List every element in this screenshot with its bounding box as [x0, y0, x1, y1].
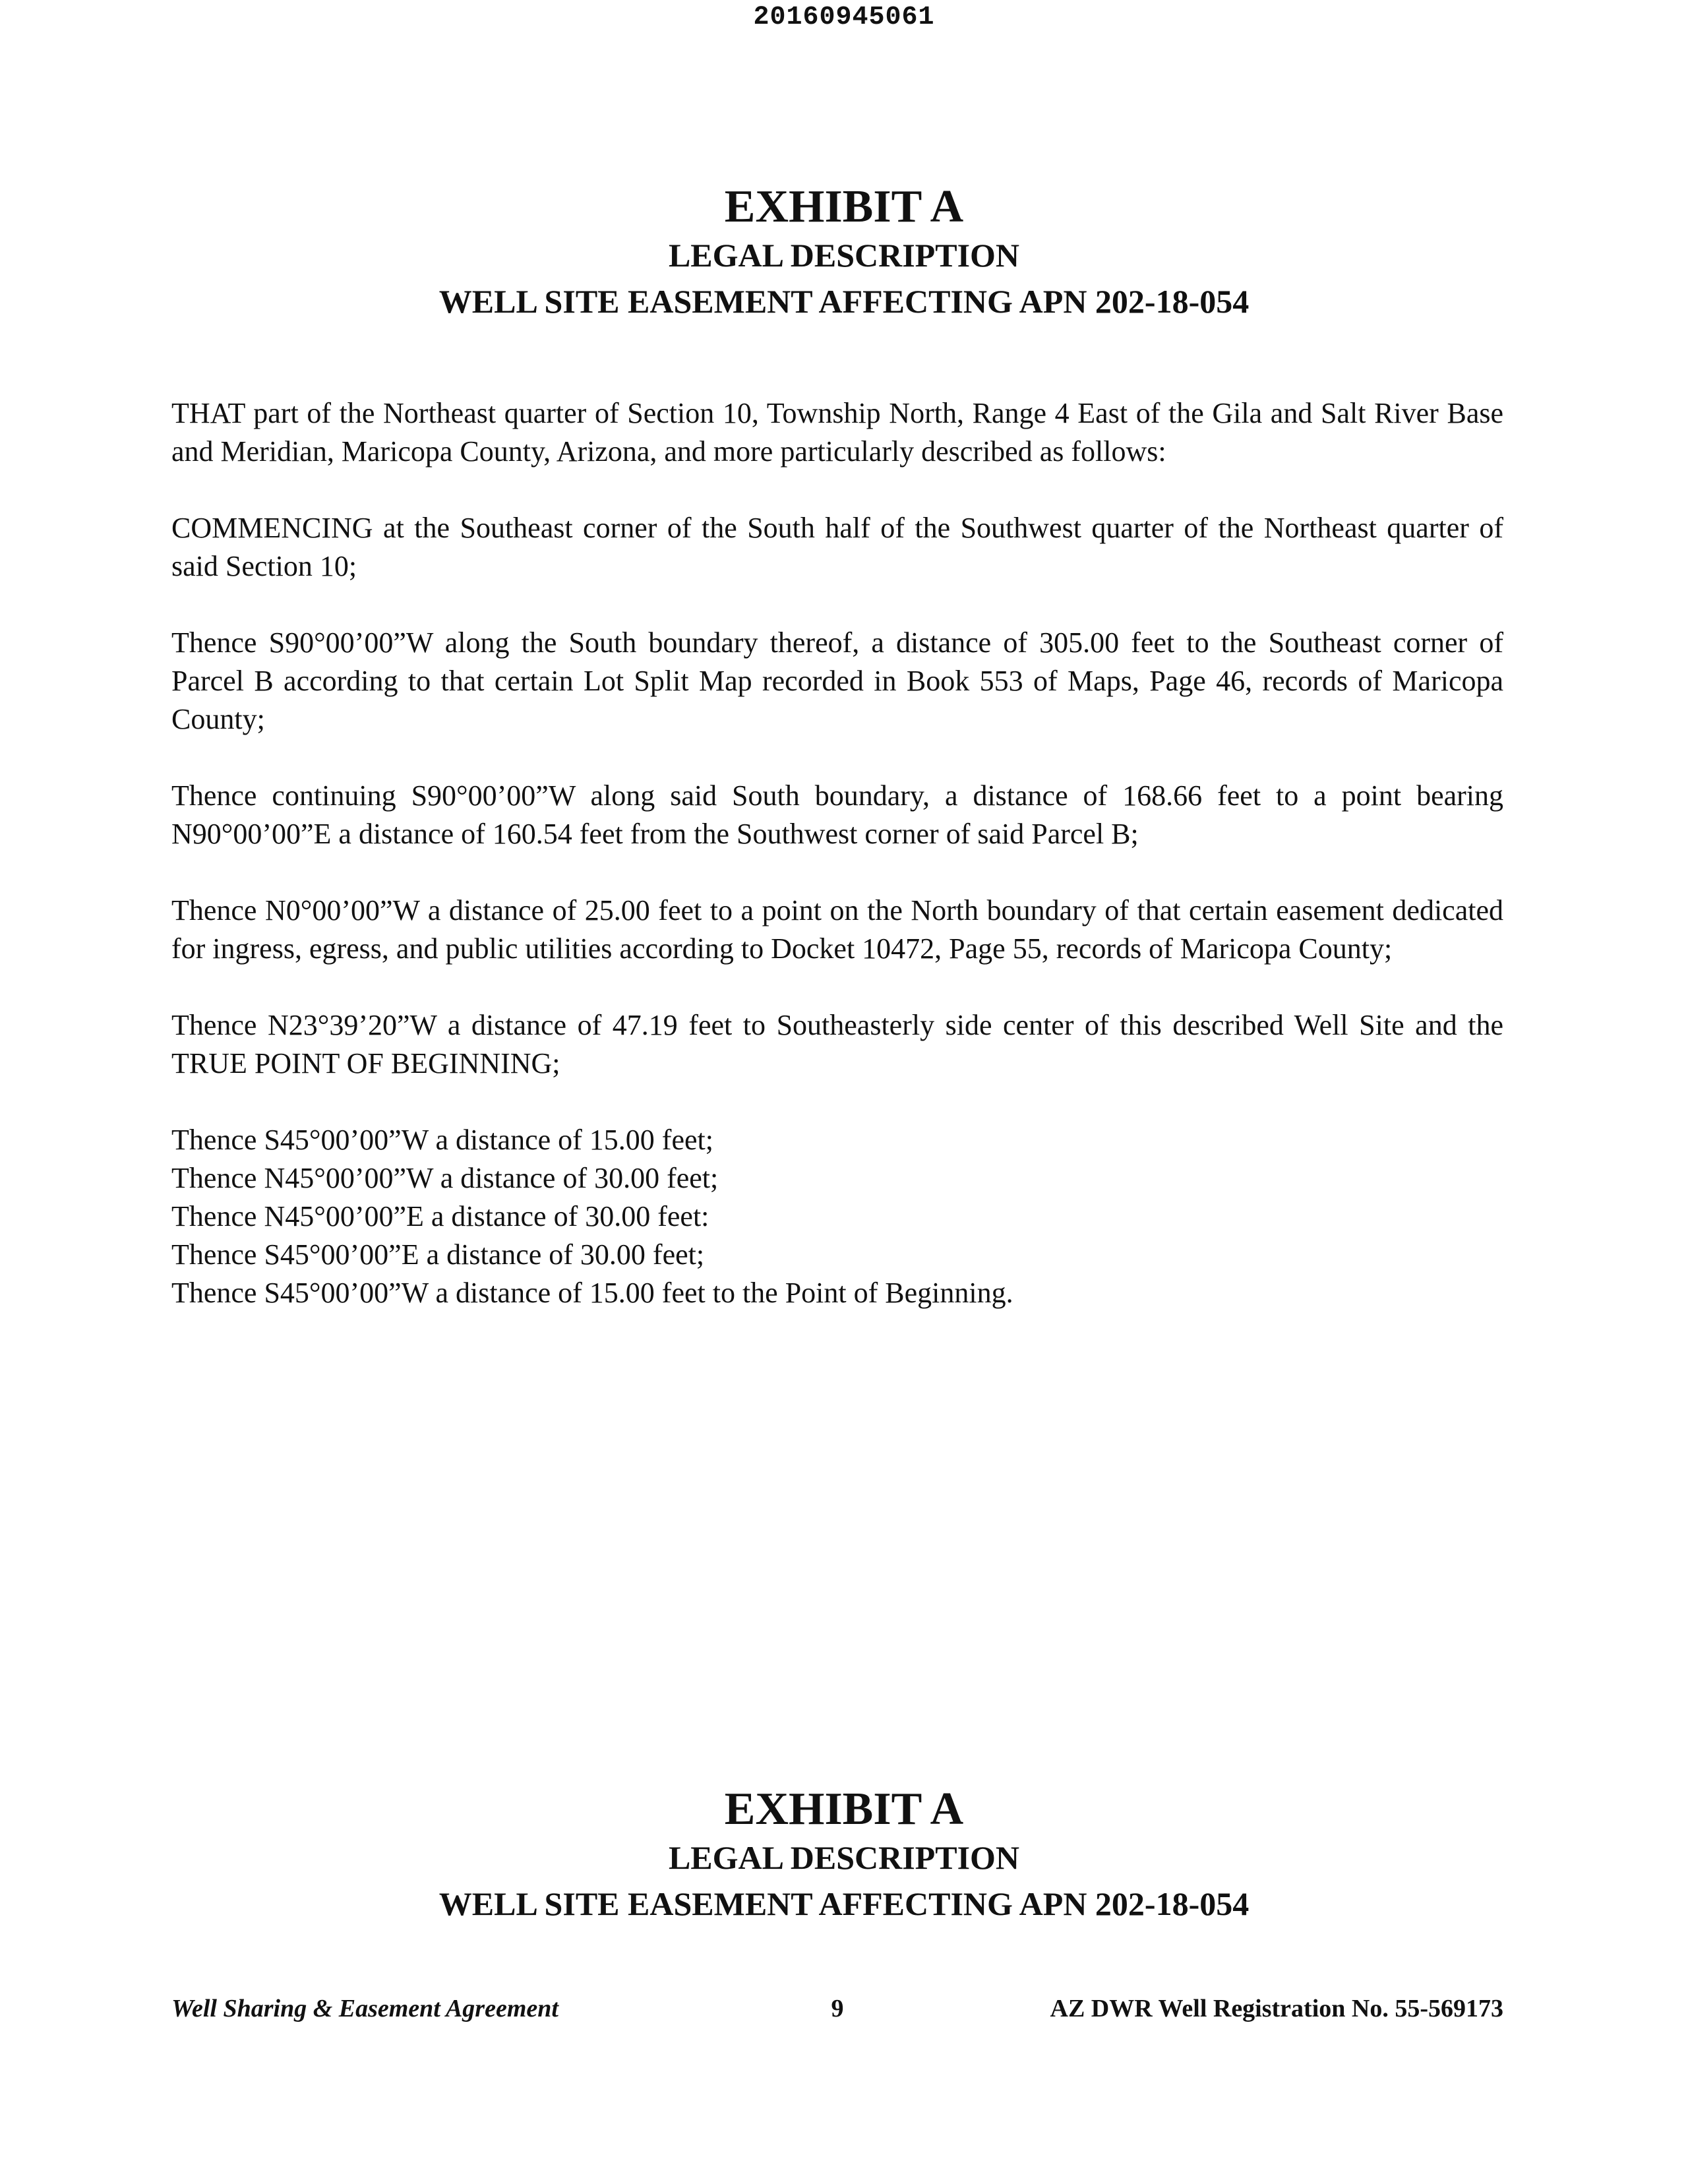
legal-description-body [171, 394, 1503, 1312]
exhibit-easement-line-repeat: WELL SITE EASEMENT AFFECTING APN 202-18-054 [438, 1885, 1250, 1922]
paragraph-true-point-of-beginning: Thence N23°39’20”W a distance of 47.19 feet to Southeasterly side center of this described Well Site and the TRUE POINT OF BEGINNING; [171, 1009, 1503, 1079]
exhibit-easement-line: WELL SITE EASEMENT AFFECTING APN 202-18-054 [438, 283, 1250, 320]
exhibit-heading-top [0, 182, 1688, 324]
page-number: 9 [831, 1995, 844, 2022]
exhibit-subtitle-repeat: LEGAL DESCRIPTION [668, 1839, 1020, 1876]
footer-well-registration: AZ DWR Well Registration No. 55-569173 [1050, 1995, 1503, 2022]
paragraph-course-1: Thence S90°00’00”W along the South boundary thereof, a distance of 305.00 feet to the Southeast corner of Parcel B according to that certain Lot Split Map recorded in Book 553 of Maps, Page 46, records of Maricopa County; [171, 626, 1503, 735]
exhibit-subtitle: LEGAL DESCRIPTION [668, 237, 1020, 274]
exhibit-heading-bottom [0, 1784, 1688, 1927]
exhibit-title-repeat: EXHIBIT A [724, 1784, 964, 1835]
page-footer [171, 1994, 1503, 2034]
footer-agreement-title: Well Sharing & Easement Agreement [171, 1995, 558, 2022]
boundary-course: Thence N45°00’00”E a distance of 30.00 feet: [171, 1200, 709, 1232]
boundary-course: Thence S45°00’00”W a distance of 15.00 feet to the Point of Beginning. [171, 1277, 1013, 1309]
boundary-course: Thence S45°00’00”E a distance of 30.00 feet; [171, 1238, 705, 1271]
paragraph-course-2: Thence continuing S90°00’00”W along said South boundary, a distance of 168.66 feet to a point bearing N90°00’00”E a distance of 160.54 feet from the Southwest corner of said Parcel B; [171, 779, 1503, 850]
boundary-course: Thence N45°00’00”W a distance of 30.00 feet; [171, 1162, 719, 1194]
boundary-courses-list [171, 1121, 1503, 1312]
exhibit-title: EXHIBIT A [724, 181, 964, 232]
document-number: 20160945061 [753, 3, 935, 32]
paragraph-intro: THAT part of the Northeast quarter of Section 10, Township North, Range 4 East of the Gila and Salt River Base and Meridian, Maricopa County, Arizona, and more particularly described as follows: [171, 397, 1503, 468]
paragraph-course-3: Thence N0°00’00”W a distance of 25.00 feet to a point on the North boundary of that certain easement dedicated for ingress, egress, and public utilities according to Docket 10472, Page 55, records of Maricopa County; [171, 894, 1503, 965]
paragraph-commencing: COMMENCING at the Southeast corner of the South half of the Southwest quarter of the Northeast quarter of said Section 10; [171, 512, 1503, 582]
boundary-course: Thence S45°00’00”W a distance of 15.00 feet; [171, 1124, 713, 1156]
